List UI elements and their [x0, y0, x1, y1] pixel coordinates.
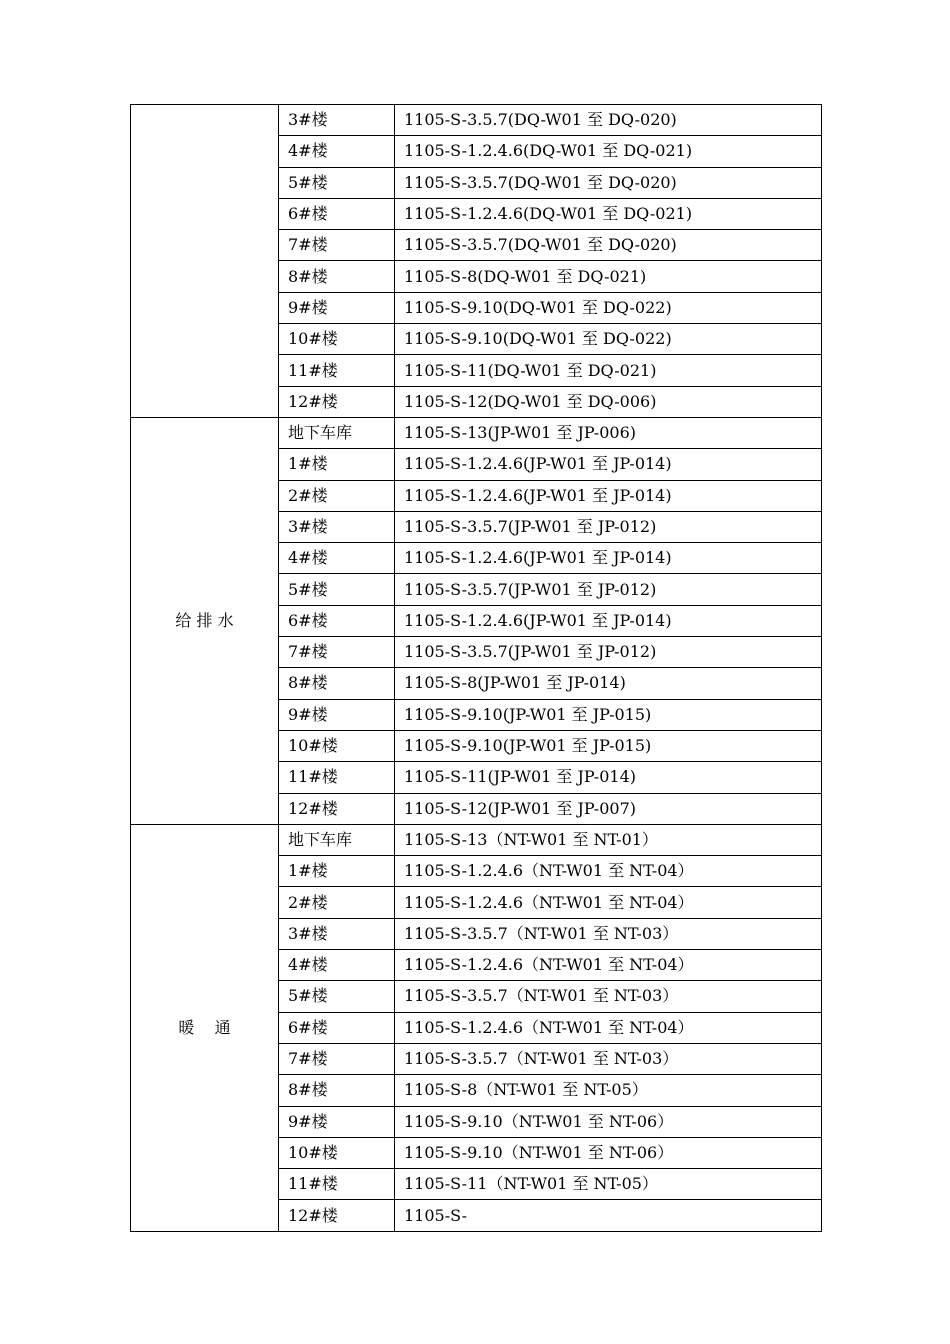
- building-cell: 7#楼: [279, 1043, 395, 1074]
- drawing-number-cell: 1105-S-: [395, 1200, 822, 1231]
- building-cell: 9#楼: [279, 292, 395, 323]
- building-cell: 3#楼: [279, 511, 395, 542]
- building-cell: 8#楼: [279, 1075, 395, 1106]
- building-cell: 5#楼: [279, 167, 395, 198]
- building-cell: 9#楼: [279, 699, 395, 730]
- building-cell: 9#楼: [279, 1106, 395, 1137]
- drawing-number-cell: 1105-S-1.2.4.6（NT-W01 至 NT-04）: [395, 950, 822, 981]
- building-cell: 7#楼: [279, 230, 395, 261]
- drawing-list-body: [131, 105, 822, 1232]
- drawing-number-cell: 1105-S-1.2.4.6(JP-W01 至 JP-014): [395, 543, 822, 574]
- discipline-cell: [131, 105, 279, 418]
- drawing-number-cell: 1105-S-9.10(JP-W01 至 JP-015): [395, 699, 822, 730]
- drawing-number-cell: 1105-S-9.10（NT-W01 至 NT-06）: [395, 1137, 822, 1168]
- building-cell: 4#楼: [279, 950, 395, 981]
- building-cell: 5#楼: [279, 981, 395, 1012]
- building-cell: 6#楼: [279, 198, 395, 229]
- drawing-number-cell: 1105-S-1.2.4.6(JP-W01 至 JP-014): [395, 449, 822, 480]
- building-cell: 8#楼: [279, 261, 395, 292]
- drawing-list-table: [130, 104, 822, 1232]
- drawing-number-cell: 1105-S-1.2.4.6（NT-W01 至 NT-04）: [395, 887, 822, 918]
- drawing-number-cell: 1105-S-1.2.4.6(DQ-W01 至 DQ-021): [395, 136, 822, 167]
- building-cell: 12#楼: [279, 1200, 395, 1231]
- building-cell: 6#楼: [279, 605, 395, 636]
- building-cell: 4#楼: [279, 136, 395, 167]
- building-cell: 3#楼: [279, 105, 395, 136]
- drawing-number-cell: 1105-S-12(JP-W01 至 JP-007): [395, 793, 822, 824]
- building-cell: 12#楼: [279, 793, 395, 824]
- table-row: [131, 417, 822, 448]
- drawing-number-cell: 1105-S-13（NT-W01 至 NT-01）: [395, 824, 822, 855]
- drawing-number-cell: 1105-S-8(DQ-W01 至 DQ-021): [395, 261, 822, 292]
- drawing-number-cell: 1105-S-12(DQ-W01 至 DQ-006): [395, 386, 822, 417]
- building-cell: 11#楼: [279, 762, 395, 793]
- building-cell: 6#楼: [279, 1012, 395, 1043]
- drawing-number-cell: 1105-S-1.2.4.6(JP-W01 至 JP-014): [395, 480, 822, 511]
- drawing-number-cell: 1105-S-1.2.4.6（NT-W01 至 NT-04）: [395, 856, 822, 887]
- drawing-number-cell: 1105-S-13(JP-W01 至 JP-006): [395, 417, 822, 448]
- drawing-number-cell: 1105-S-9.10(JP-W01 至 JP-015): [395, 730, 822, 761]
- building-cell: 11#楼: [279, 355, 395, 386]
- table-row: [131, 824, 822, 855]
- building-cell: 10#楼: [279, 730, 395, 761]
- building-cell: 3#楼: [279, 918, 395, 949]
- drawing-number-cell: 1105-S-3.5.7(JP-W01 至 JP-012): [395, 574, 822, 605]
- building-cell: 4#楼: [279, 543, 395, 574]
- drawing-number-cell: 1105-S-11(JP-W01 至 JP-014): [395, 762, 822, 793]
- drawing-number-cell: 1105-S-3.5.7（NT-W01 至 NT-03）: [395, 918, 822, 949]
- building-cell: 1#楼: [279, 449, 395, 480]
- building-cell: 10#楼: [279, 1137, 395, 1168]
- building-cell: 5#楼: [279, 574, 395, 605]
- building-cell: 7#楼: [279, 637, 395, 668]
- drawing-number-cell: 1105-S-8(JP-W01 至 JP-014): [395, 668, 822, 699]
- drawing-number-cell: 1105-S-3.5.7(JP-W01 至 JP-012): [395, 511, 822, 542]
- drawing-number-cell: 1105-S-3.5.7(JP-W01 至 JP-012): [395, 637, 822, 668]
- drawing-number-cell: 1105-S-3.5.7（NT-W01 至 NT-03）: [395, 981, 822, 1012]
- drawing-number-cell: 1105-S-9.10(DQ-W01 至 DQ-022): [395, 292, 822, 323]
- drawing-number-cell: 1105-S-8（NT-W01 至 NT-05）: [395, 1075, 822, 1106]
- table-row: [131, 105, 822, 136]
- drawing-number-cell: 1105-S-1.2.4.6（NT-W01 至 NT-04）: [395, 1012, 822, 1043]
- building-cell: 12#楼: [279, 386, 395, 417]
- drawing-number-cell: 1105-S-1.2.4.6(JP-W01 至 JP-014): [395, 605, 822, 636]
- building-cell: 地下车库: [279, 417, 395, 448]
- drawing-number-cell: 1105-S-9.10(DQ-W01 至 DQ-022): [395, 324, 822, 355]
- building-cell: 2#楼: [279, 480, 395, 511]
- discipline-cell: 给 排 水: [131, 417, 279, 824]
- building-cell: 1#楼: [279, 856, 395, 887]
- building-cell: 地下车库: [279, 824, 395, 855]
- drawing-number-cell: 1105-S-11(DQ-W01 至 DQ-021): [395, 355, 822, 386]
- building-cell: 8#楼: [279, 668, 395, 699]
- drawing-number-cell: 1105-S-3.5.7(DQ-W01 至 DQ-020): [395, 105, 822, 136]
- building-cell: 2#楼: [279, 887, 395, 918]
- drawing-number-cell: 1105-S-11（NT-W01 至 NT-05）: [395, 1169, 822, 1200]
- building-cell: 11#楼: [279, 1169, 395, 1200]
- drawing-number-cell: 1105-S-9.10（NT-W01 至 NT-06）: [395, 1106, 822, 1137]
- drawing-number-cell: 1105-S-3.5.7(DQ-W01 至 DQ-020): [395, 167, 822, 198]
- drawing-number-cell: 1105-S-1.2.4.6(DQ-W01 至 DQ-021): [395, 198, 822, 229]
- building-cell: 10#楼: [279, 324, 395, 355]
- drawing-number-cell: 1105-S-3.5.7(DQ-W01 至 DQ-020): [395, 230, 822, 261]
- drawing-number-cell: 1105-S-3.5.7（NT-W01 至 NT-03）: [395, 1043, 822, 1074]
- discipline-cell: 暖 通: [131, 824, 279, 1231]
